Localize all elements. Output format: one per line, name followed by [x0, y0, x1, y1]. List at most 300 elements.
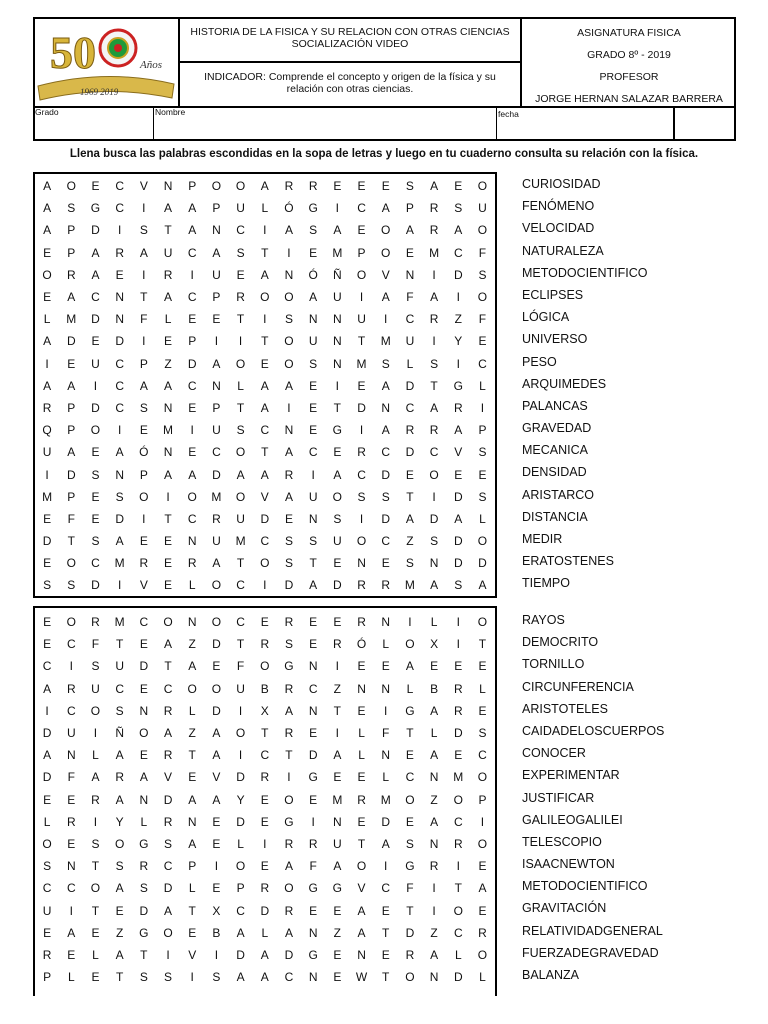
grid-letter: N	[187, 615, 197, 630]
grid-letter: Ó	[356, 637, 367, 652]
grid-letter: O	[477, 534, 488, 549]
grid-row	[35, 722, 495, 744]
grid-row	[35, 574, 495, 596]
grid-letter: R	[284, 615, 294, 630]
grid-letter: A	[260, 179, 269, 194]
grid-letter: A	[43, 378, 52, 393]
grid-letter: C	[236, 223, 245, 238]
grid-letter: U	[66, 726, 76, 741]
grid-letter: A	[260, 947, 269, 962]
grid-letter: I	[142, 267, 146, 282]
grid-letter: D	[284, 947, 294, 962]
grid-letter: A	[188, 201, 197, 216]
grid-letter: R	[429, 312, 439, 327]
grid-letter: E	[333, 970, 342, 985]
grid-letter: T	[261, 726, 269, 741]
grid-letter: S	[309, 356, 318, 371]
grid-letter: N	[163, 400, 173, 415]
grid-letter: E	[357, 703, 366, 718]
grid-letter: E	[212, 836, 221, 851]
grid-letter: L	[454, 947, 462, 962]
grid-letter: N	[139, 792, 149, 807]
grid-letter: D	[236, 947, 245, 962]
grid-letter: D	[163, 881, 173, 896]
grid-letter: O	[381, 223, 391, 238]
grid-letter: R	[163, 748, 173, 763]
grid-letter: X	[260, 703, 269, 718]
grid-letter: G	[139, 925, 149, 940]
grid-row	[35, 486, 495, 508]
grid-letter: L	[261, 925, 269, 940]
grid-letter: I	[117, 223, 122, 238]
grid-letter: I	[311, 467, 315, 482]
grid-letter: S	[357, 489, 366, 504]
grid-letter: T	[67, 534, 75, 549]
grid-letter: A	[236, 970, 245, 985]
grid-letter: C	[405, 400, 415, 415]
grid-letter: D	[453, 556, 463, 571]
grid-letter: O	[429, 467, 439, 482]
word-list-item: TORNILLO	[522, 657, 585, 672]
grid-row	[35, 944, 495, 966]
grid-letter: C	[236, 615, 245, 630]
grid-letter: R	[429, 201, 439, 216]
grid-row	[35, 375, 495, 397]
grid-letter: R	[236, 290, 245, 305]
grid-letter: T	[382, 970, 390, 985]
grid-letter: O	[66, 615, 76, 630]
grid-letter: P	[236, 881, 245, 896]
grid-letter: N	[308, 511, 318, 526]
grid-letter: Y	[236, 792, 245, 807]
grid-letter: U	[333, 836, 342, 851]
grid-letter: O	[477, 615, 488, 630]
grid-letter: E	[188, 770, 197, 785]
grid-letter: T	[285, 748, 293, 763]
grid-row	[35, 899, 495, 921]
grid-letter: E	[454, 659, 463, 674]
grid-letter: N	[357, 556, 366, 571]
grid-letter: A	[430, 578, 439, 593]
grid-letter: S	[381, 356, 390, 371]
grid-letter: C	[66, 703, 76, 718]
grid-letter: D	[357, 400, 366, 415]
grid-letter: N	[66, 859, 76, 874]
grid-row	[35, 175, 495, 197]
grid-letter: U	[236, 681, 245, 696]
grid-letter: A	[430, 748, 439, 763]
grid-letter: A	[454, 511, 463, 526]
grid-letter: R	[357, 792, 366, 807]
grid-letter: O	[66, 556, 76, 571]
grid-letter: C	[284, 970, 294, 985]
grid-letter: N	[139, 703, 149, 718]
grid-letter: C	[115, 378, 124, 393]
grid-letter: O	[260, 556, 270, 571]
grid-letter: R	[115, 770, 124, 785]
grid-letter: E	[430, 659, 439, 674]
grid-letter: R	[453, 681, 463, 696]
grid-letter: O	[187, 681, 197, 696]
grid-letter: D	[284, 578, 294, 593]
grid-letter: E	[43, 511, 52, 526]
grid-letter: S	[381, 489, 390, 504]
grid-letter: R	[260, 637, 270, 652]
grid-letter: F	[140, 312, 148, 327]
grid-letter: O	[381, 245, 391, 260]
grid-letter: A	[188, 659, 197, 674]
grid-letter: D	[453, 726, 463, 741]
grid-letter: S	[430, 356, 439, 371]
grid-letter: S	[115, 489, 124, 504]
grid-letter: E	[212, 659, 221, 674]
grid-letter: O	[405, 792, 415, 807]
grid-letter: I	[287, 400, 291, 415]
word-list-item: TIEMPO	[522, 576, 570, 591]
grid-letter: T	[406, 903, 414, 918]
word-list-item: NATURALEZA	[522, 243, 604, 258]
grid-letter: D	[42, 726, 52, 741]
grid-letter: D	[91, 312, 100, 327]
grid-letter: E	[405, 748, 414, 763]
grid-letter: S	[164, 970, 173, 985]
grid-letter: V	[454, 445, 463, 460]
grid-letter: A	[164, 290, 173, 305]
grid-letter: A	[381, 290, 390, 305]
word-list-item: CURIOSIDAD	[522, 177, 601, 191]
grid-letter: I	[432, 334, 436, 349]
grid-letter: A	[212, 726, 221, 741]
grid-letter: N	[187, 534, 197, 549]
grid-letter: I	[238, 748, 243, 763]
grid-letter: E	[43, 615, 52, 630]
grid-letter: E	[381, 947, 390, 962]
school-logo	[36, 20, 176, 102]
grid-letter: T	[164, 223, 172, 238]
grid-letter: L	[358, 726, 365, 741]
grid-letter: R	[66, 267, 76, 282]
grid-letter: T	[236, 312, 245, 327]
grid-letter: I	[263, 223, 267, 238]
grid-letter: O	[139, 489, 149, 504]
grid-letter: A	[43, 179, 52, 194]
grid-letter: L	[382, 770, 390, 785]
grid-letter: C	[187, 378, 197, 393]
grid-letter: T	[115, 970, 124, 985]
grid-letter: A	[115, 534, 124, 549]
grid-letter: C	[357, 467, 366, 482]
grid-letter: R	[260, 881, 270, 896]
grid-letter: L	[43, 814, 51, 829]
grid-letter: Z	[430, 925, 438, 940]
grid-letter: C	[115, 681, 124, 696]
grid-letter: O	[211, 681, 222, 696]
grid-letter: E	[260, 615, 269, 630]
grid-letter: A	[381, 201, 390, 216]
grid-letter: E	[381, 179, 390, 194]
grid-letter: A	[430, 814, 439, 829]
grado-year-label: GRADO 8º - 2019	[587, 49, 671, 61]
grid-letter: S	[139, 881, 148, 896]
grid-letter: A	[381, 423, 390, 438]
grid-letter: C	[381, 534, 391, 549]
grid-letter: R	[139, 859, 149, 874]
grid-letter: D	[66, 467, 76, 482]
word-list-item: EXPERIMENTAR	[522, 768, 620, 783]
grid-letter: E	[188, 400, 197, 415]
grid-letter: E	[309, 378, 318, 393]
grid-letter: U	[212, 423, 221, 438]
grid-letter: I	[384, 859, 388, 874]
grid-letter: T	[382, 925, 390, 940]
grid-letter: C	[42, 881, 52, 896]
grid-letter: E	[478, 703, 487, 718]
grid-letter: C	[429, 445, 439, 460]
grid-letter: D	[42, 770, 52, 785]
grid-letter: O	[405, 970, 415, 985]
grid-letter: D	[236, 770, 245, 785]
grid-letter: O	[356, 267, 367, 282]
grid-letter: D	[91, 223, 100, 238]
grid-letter: C	[187, 290, 197, 305]
grid-row	[35, 441, 495, 463]
grid-letter: G	[332, 423, 343, 438]
grid-letter: O	[477, 223, 488, 238]
grid-letter: E	[333, 445, 342, 460]
grid-letter: I	[214, 334, 219, 349]
grid-letter: F	[91, 637, 100, 652]
grid-letter: L	[237, 378, 244, 393]
grid-letter: T	[333, 703, 342, 718]
grid-letter: A	[284, 445, 293, 460]
grid-letter: N	[357, 681, 366, 696]
grid-letter: C	[42, 659, 52, 674]
grid-letter: S	[284, 534, 293, 549]
grid-letter: P	[478, 792, 487, 807]
grid-letter: A	[309, 290, 318, 305]
grid-letter: S	[309, 534, 318, 549]
grid-letter: I	[45, 703, 49, 718]
grid-letter: T	[261, 445, 269, 460]
grid-row	[35, 966, 495, 988]
grid-letter: D	[260, 903, 270, 918]
grid-letter: U	[163, 245, 173, 260]
word-list-item: ARQUIMEDES	[522, 376, 607, 391]
grid-letter: T	[188, 903, 196, 918]
grid-letter: I	[45, 467, 49, 482]
grid-letter: A	[91, 770, 100, 785]
grid-letter: E	[67, 792, 76, 807]
course-info	[522, 22, 736, 110]
word-list-item: RAYOS	[522, 613, 565, 627]
grid-letter: N	[284, 267, 294, 282]
grid-letter: E	[43, 245, 52, 260]
grid-letter: B	[430, 681, 439, 696]
grid-letter: E	[43, 290, 52, 305]
grid-letter: C	[91, 290, 100, 305]
grid-letter: I	[456, 290, 460, 305]
grid-letter: G	[139, 836, 149, 851]
grid-letter: I	[190, 423, 194, 438]
grid-letter: S	[430, 534, 439, 549]
grid-letter: E	[139, 534, 148, 549]
grid-letter: A	[333, 748, 342, 763]
grid-letter: Z	[333, 925, 342, 940]
grid-letter: A	[43, 681, 52, 696]
grid-letter: S	[284, 637, 293, 652]
grid-letter: E	[115, 903, 124, 918]
word-list-item: LÓGICA	[522, 310, 570, 325]
grid-letter: C	[478, 748, 487, 763]
grid-letter: A	[309, 578, 318, 593]
grid-letter: A	[236, 467, 245, 482]
grid-letter: I	[93, 814, 98, 829]
grid-letter: E	[454, 467, 463, 482]
grid-letter: U	[212, 267, 221, 282]
grid-letter: A	[260, 267, 269, 282]
grid-letter: P	[188, 334, 197, 349]
grid-letter: C	[91, 556, 100, 571]
grid-letter: R	[284, 836, 294, 851]
grid-letter: D	[478, 556, 487, 571]
word-list-item: DISTANCIA	[522, 509, 588, 524]
grid-letter: A	[43, 201, 52, 216]
grid-letter: P	[67, 423, 76, 438]
grid-letter: E	[164, 578, 173, 593]
grid-letter: E	[381, 659, 390, 674]
grid-letter: P	[357, 245, 366, 260]
grid-letter: N	[66, 748, 76, 763]
grid-letter: A	[430, 947, 439, 962]
grid-letter: N	[429, 770, 439, 785]
grid-letter: Ó	[284, 201, 294, 216]
grid-letter: R	[212, 511, 221, 526]
grid-letter: E	[67, 947, 76, 962]
grid-letter: A	[164, 378, 173, 393]
nombre-label: Nombre	[155, 107, 186, 117]
grid-letter: Ó	[139, 445, 149, 460]
grid-letter: R	[115, 245, 124, 260]
grid-letter: L	[188, 881, 196, 896]
grid-row	[35, 397, 495, 419]
grid-letter: S	[67, 578, 76, 593]
grid-letter: E	[43, 637, 52, 652]
grid-letter: Z	[164, 356, 172, 371]
grid-letter: I	[263, 578, 267, 593]
word-list-item: TELESCOPIO	[522, 834, 602, 849]
grid-letter: I	[142, 334, 146, 349]
grid-letter: N	[429, 836, 439, 851]
grid-letter: E	[333, 770, 342, 785]
grid-letter: I	[142, 201, 146, 216]
grid-letter: E	[405, 467, 414, 482]
grid-row	[35, 530, 495, 552]
grid-letter: A	[381, 836, 390, 851]
grid-letter: O	[211, 578, 222, 593]
grid-letter: G	[90, 201, 101, 216]
grid-letter: D	[91, 400, 100, 415]
grid-letter: E	[67, 836, 76, 851]
grid-letter: A	[405, 659, 414, 674]
grid-letter: I	[93, 378, 98, 393]
grid-letter: I	[359, 290, 364, 305]
grid-letter: E	[43, 792, 52, 807]
worksheet-title	[180, 26, 520, 50]
grid-letter: A	[405, 223, 414, 238]
grid-letter: N	[381, 400, 391, 415]
grid-letter: D	[212, 703, 221, 718]
grid-letter: O	[235, 489, 246, 504]
grid-letter: D	[308, 748, 318, 763]
grid-letter: I	[359, 423, 364, 438]
grid-letter: Z	[406, 534, 414, 549]
grid-letter: R	[91, 615, 100, 630]
grid-letter: S	[454, 578, 463, 593]
word-list-item: MEDIR	[522, 532, 563, 546]
grid-letter: F	[309, 859, 317, 874]
word-list-1	[522, 173, 647, 595]
grid-letter: A	[405, 511, 414, 526]
grid-letter: E	[357, 770, 366, 785]
grid-letter: R	[429, 859, 439, 874]
grid-letter: I	[69, 659, 73, 674]
grid-letter: A	[284, 859, 293, 874]
grid-letter: S	[67, 201, 76, 216]
grid-row	[35, 286, 495, 308]
grid-letter: A	[478, 881, 487, 896]
grid-letter: E	[333, 615, 342, 630]
grid-letter: D	[139, 659, 149, 674]
grid-letter: I	[480, 400, 485, 415]
grid-letter: Q	[42, 423, 52, 438]
grid-row	[35, 353, 495, 375]
grid-letter: E	[260, 814, 269, 829]
grid-letter: S	[405, 556, 414, 571]
word-list-item: GALILEOGALILEI	[522, 812, 623, 827]
grid-row	[35, 419, 495, 441]
grid-row	[35, 744, 495, 766]
grid-letter: I	[93, 726, 98, 741]
grid-letter: N	[405, 267, 415, 282]
grid-letter: B	[260, 681, 269, 696]
grid-letter: T	[406, 726, 414, 741]
grid-letter: I	[432, 881, 436, 896]
grid-letter: A	[357, 925, 366, 940]
grid-letter: N	[212, 223, 221, 238]
grid-letter: E	[357, 659, 366, 674]
grid-letter: G	[308, 881, 318, 896]
word-list-item: VELOCIDAD	[522, 221, 595, 236]
word-list-item: ECLIPSES	[522, 287, 584, 302]
grid-row	[35, 611, 495, 633]
grid-letter: I	[359, 511, 364, 526]
fecha-label: fecha	[498, 109, 519, 119]
grid-letter: A	[260, 378, 269, 393]
grid-row	[35, 508, 495, 530]
grid-letter: R	[357, 578, 366, 593]
grid-letter: G	[453, 378, 463, 393]
grid-letter: F	[67, 770, 75, 785]
grid-letter: L	[479, 511, 486, 526]
grid-letter: I	[456, 615, 460, 630]
grid-letter: V	[188, 947, 197, 962]
grid-letter: A	[212, 792, 221, 807]
grid-letter: C	[66, 881, 76, 896]
indicador-line: relación con otras ciencias.	[286, 83, 414, 95]
grid-letter: D	[453, 534, 463, 549]
grid-letter: O	[260, 659, 270, 674]
grid-letter: D	[405, 925, 415, 940]
